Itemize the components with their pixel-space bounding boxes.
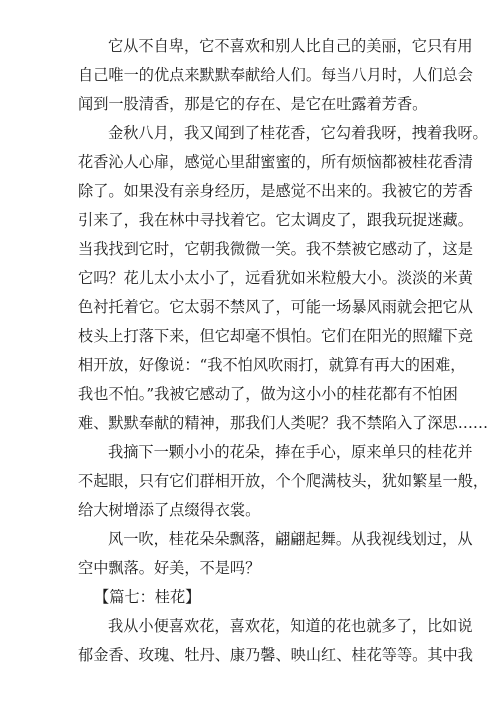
text-line: 难、默默奉献的精神，那我们人类呢？我不禁陷入了深思…… <box>78 414 489 432</box>
text-line: 花香沁人心扉，感觉心里甜蜜蜜的，所有烦恼都被桂花香清 <box>78 153 473 171</box>
section-heading: 【篇七：桂花】 <box>94 588 201 606</box>
text-line: 色衬托着它。它太弱不禁风了，可能一场暴风雨就会把它从 <box>78 298 473 316</box>
text-line: 郁金香、玫瑰、牡丹、康乃馨、映山红、桂花等等。其中我 <box>78 646 473 664</box>
text-line: 我从小便喜欢花，喜欢花，知道的花也就多了，比如说 <box>108 617 473 635</box>
text-line: 它从不自卑，它不喜欢和别人比自己的美丽，它只有用 <box>108 37 473 55</box>
text-line: 金秋八月，我又闻到了桂花香，它勾着我呀，拽着我呀。 <box>108 124 488 142</box>
text-line: 当我找到它时，它朝我微微一笑。我不禁被它感动了，这是 <box>78 240 473 258</box>
document-body <box>78 32 489 670</box>
text-line: 空中飘落。好美，不是吗？ <box>78 559 261 577</box>
text-line: 引来了，我在林中寻找着它。它太调皮了，跟我玩捉迷藏。 <box>78 211 473 229</box>
text-line: 给大树增添了点缀得衣裳。 <box>78 501 261 519</box>
text-line: 不起眼，只有它们群相开放，个个爬满枝头，犹如繁星一般， <box>78 472 489 490</box>
text-line: 我摘下一颗小小的花朵，捧在手心，原来单只的桂花并 <box>108 443 473 461</box>
text-line: 它吗？花儿太小太小了，远看犹如米粒般大小。淡淡的米黄 <box>78 269 473 287</box>
text-line: 自己唯一的优点来默默奉献给人们。每当八月时，人们总会 <box>78 66 473 84</box>
text-line: 我也不怕。”我被它感动了，做为这小小的桂花都有不怕困 <box>78 385 458 403</box>
text-line: 相开放，好像说：“我不怕风吹雨打，就算有再大的困难， <box>78 356 466 374</box>
text-line: 风一吹，桂花朵朵飘落，翩翩起舞。从我视线划过，从 <box>108 530 473 548</box>
text-line: 枝头上打落下来，但它却毫不惧怕。它们在阳光的照耀下竞 <box>78 327 473 345</box>
text-line: 除了。如果没有亲身经历，是感觉不出来的。我被它的芳香 <box>78 182 473 200</box>
text-line: 闻到一股清香，那是它的存在、是它在吐露着芳香。 <box>78 95 428 113</box>
